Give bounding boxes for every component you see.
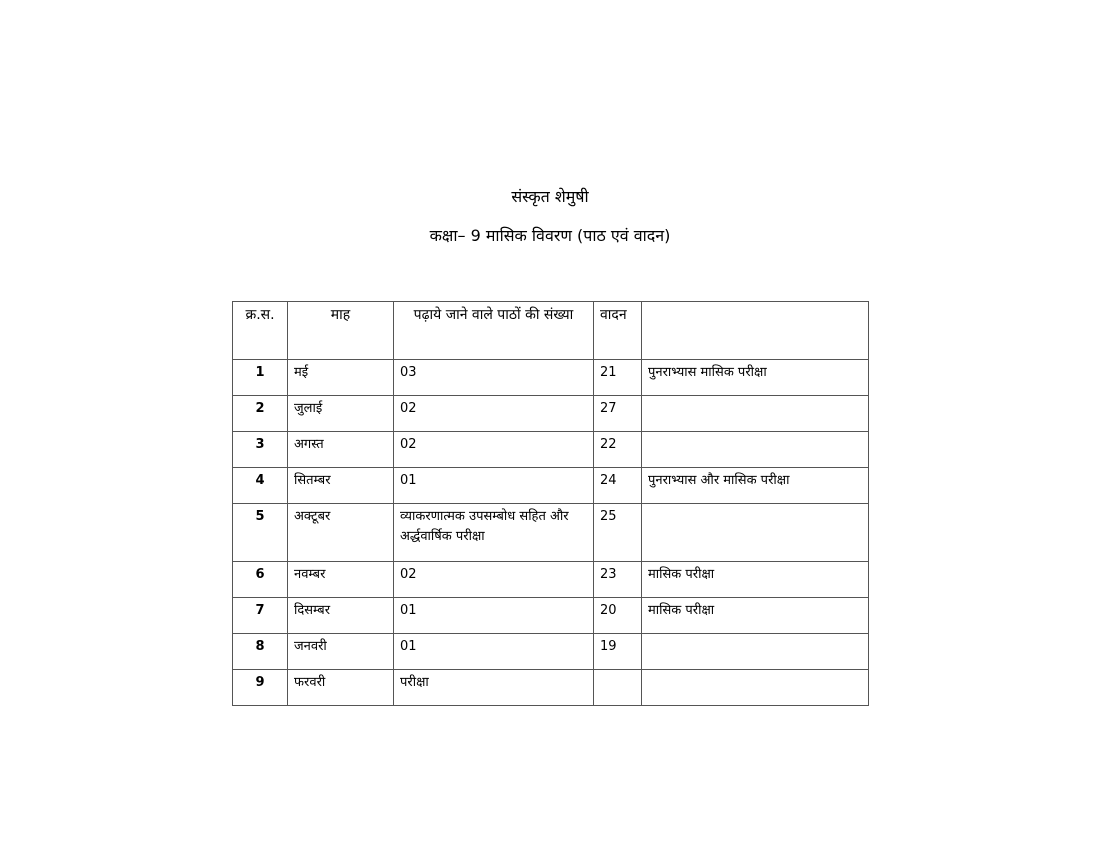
cell-month: मई: [288, 360, 394, 396]
cell-serial: 7: [233, 598, 288, 634]
document-title: संस्कृत शेमुषी: [511, 187, 589, 206]
table-row: [233, 670, 869, 706]
cell-remarks: पुनराभ्यास मासिक परीक्षा: [642, 360, 869, 396]
cell-periods: 20: [594, 598, 642, 634]
cell-month: नवम्बर: [288, 562, 394, 598]
cell-lessons: 01: [394, 634, 594, 670]
cell-month: अगस्त: [288, 432, 394, 468]
cell-serial: 1: [233, 360, 288, 396]
cell-serial: 3: [233, 432, 288, 468]
cell-periods: 23: [594, 562, 642, 598]
cell-month: जुलाई: [288, 396, 394, 432]
header-month: माह: [288, 302, 394, 360]
document-subtitle: कक्षा– 9 मासिक विवरण (पाठ एवं वादन): [429, 226, 671, 245]
monthly-schedule-table: [232, 301, 869, 706]
cell-lessons: 01: [394, 598, 594, 634]
cell-periods: 25: [594, 504, 642, 562]
cell-periods: 24: [594, 468, 642, 504]
cell-serial: 9: [233, 670, 288, 706]
header-lessons: पढ़ाये जाने वाले पाठों की संख्या: [394, 302, 594, 360]
table-row: [233, 396, 869, 432]
cell-month: अक्टूबर: [288, 504, 394, 562]
table-row: [233, 504, 869, 562]
header-periods: वादन: [594, 302, 642, 360]
cell-periods: 27: [594, 396, 642, 432]
cell-periods: 22: [594, 432, 642, 468]
cell-lessons: परीक्षा: [394, 670, 594, 706]
cell-periods: 21: [594, 360, 642, 396]
cell-month: जनवरी: [288, 634, 394, 670]
table-row: [233, 432, 869, 468]
cell-periods: [594, 670, 642, 706]
header-serial: क्र.स.: [233, 302, 288, 360]
table-row: [233, 562, 869, 598]
cell-remarks: [642, 670, 869, 706]
cell-lessons: व्याकरणात्मक उपसम्बोध सहित और अर्द्धवार्षिक परीक्षा: [394, 504, 594, 562]
cell-serial: 6: [233, 562, 288, 598]
cell-lessons: 01: [394, 468, 594, 504]
cell-remarks: [642, 634, 869, 670]
cell-periods: 19: [594, 634, 642, 670]
table-row: [233, 468, 869, 504]
cell-lessons: 02: [394, 396, 594, 432]
table-row: [233, 634, 869, 670]
header-remarks: [642, 302, 869, 360]
cell-remarks: मासिक परीक्षा: [642, 562, 869, 598]
cell-lessons: 03: [394, 360, 594, 396]
cell-remarks: पुनराभ्यास और मासिक परीक्षा: [642, 468, 869, 504]
cell-serial: 5: [233, 504, 288, 562]
table-row: [233, 598, 869, 634]
cell-remarks: [642, 504, 869, 562]
cell-remarks: [642, 396, 869, 432]
cell-month: फरवरी: [288, 670, 394, 706]
table-header-row: [233, 302, 869, 360]
cell-serial: 8: [233, 634, 288, 670]
cell-remarks: मासिक परीक्षा: [642, 598, 869, 634]
cell-remarks: [642, 432, 869, 468]
table-row: [233, 360, 869, 396]
cell-lessons: 02: [394, 562, 594, 598]
cell-month: सितम्बर: [288, 468, 394, 504]
cell-lessons: 02: [394, 432, 594, 468]
cell-serial: 2: [233, 396, 288, 432]
cell-month: दिसम्बर: [288, 598, 394, 634]
cell-serial: 4: [233, 468, 288, 504]
